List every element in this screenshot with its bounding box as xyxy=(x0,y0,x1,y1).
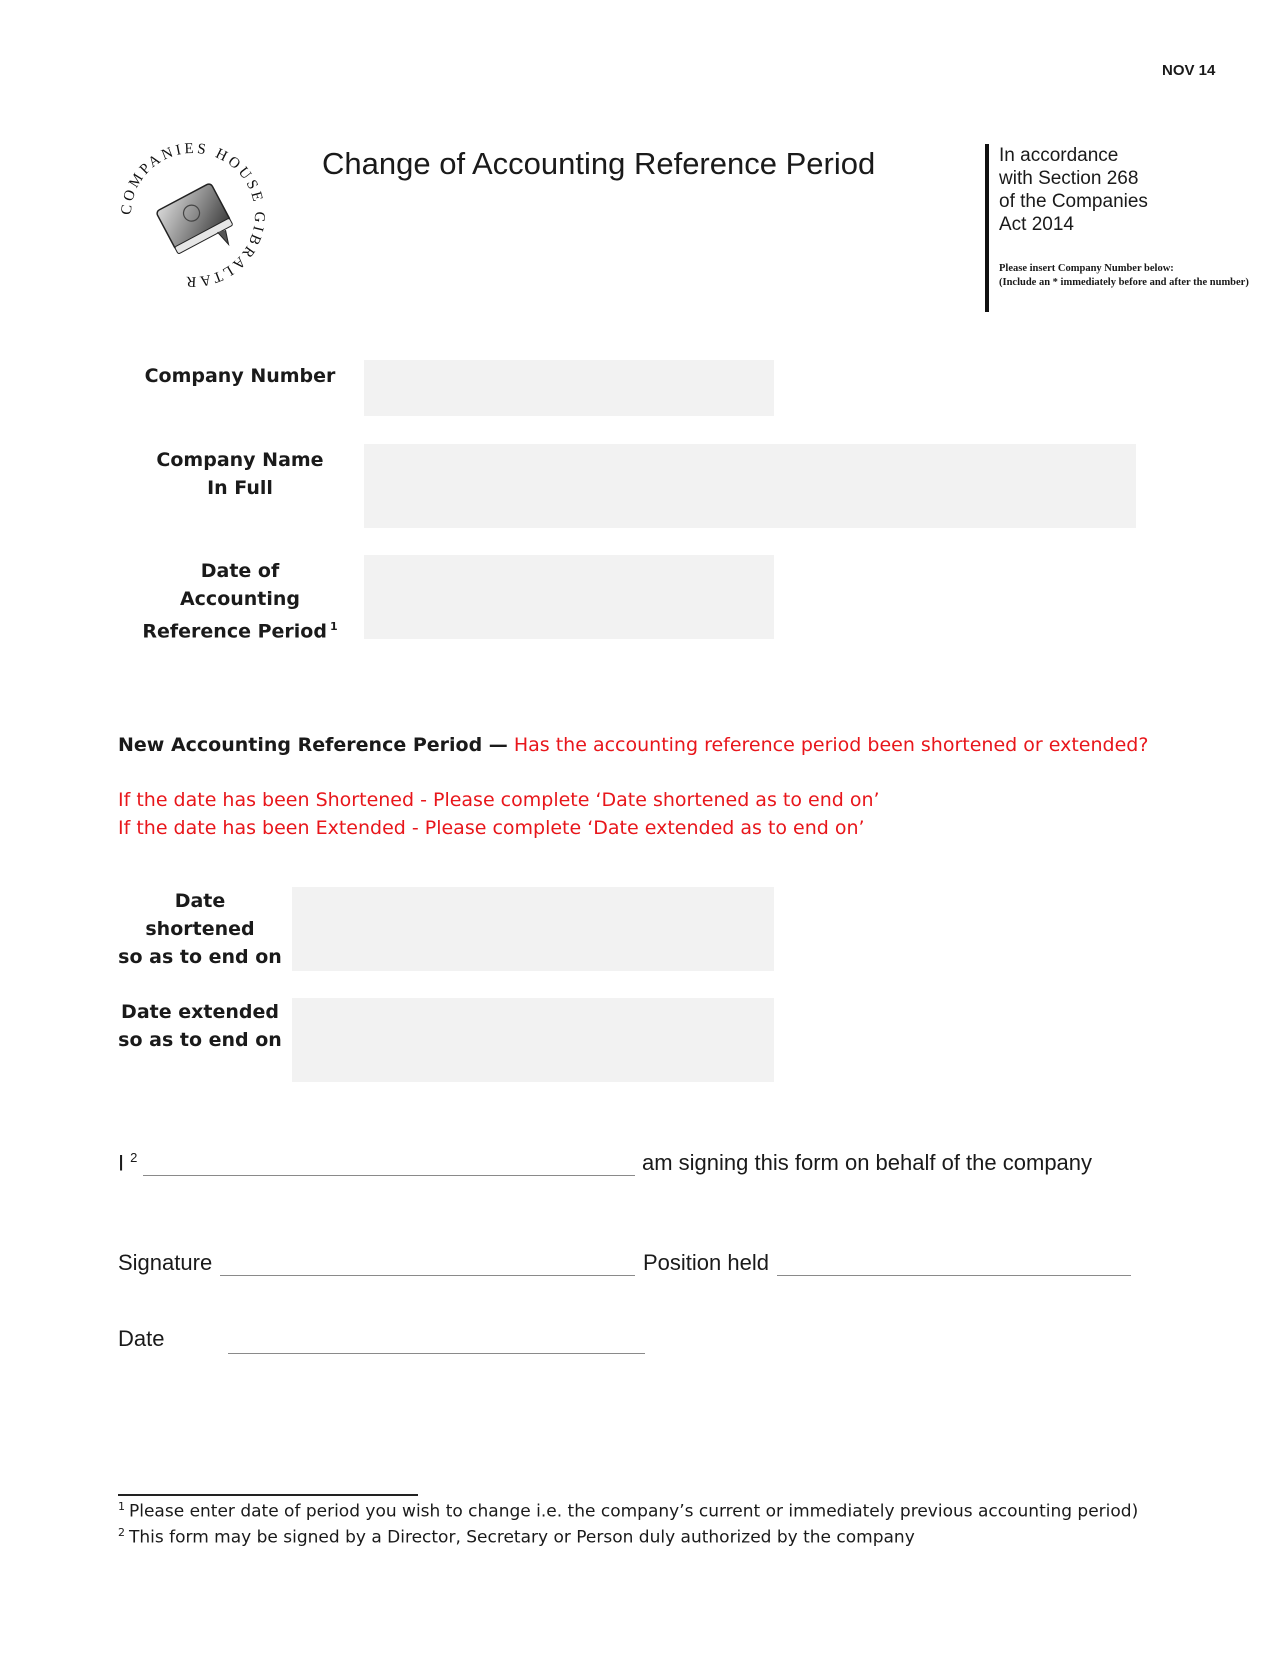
date-extended-label: Date extended so as to end on xyxy=(118,1001,282,1051)
svg-text:COMPANIES HOUSE GIBRALTAR: COMPANIES HOUSE GIBRALTAR xyxy=(118,140,268,290)
signer-prefix: I $^2$ xyxy=(118,1150,138,1176)
footnote-1: $^1$ Please enter date of period you wish to change i.e. the company’s current or immediately previous accounting period) xyxy=(118,1500,1139,1522)
company-number-note: Please insert Company Number below: (Include an * immediately before and after the number) xyxy=(999,263,1249,288)
arp-date-field[interactable] xyxy=(364,555,774,639)
companies-house-logo xyxy=(118,140,268,290)
date-line[interactable] xyxy=(228,1353,645,1354)
position-held-label: Position held xyxy=(643,1250,769,1275)
accordance-statement: In accordance with Section 268 of the Companies Act 2014 xyxy=(999,145,1148,235)
accordance-divider xyxy=(985,144,989,312)
position-held-line[interactable] xyxy=(777,1275,1131,1276)
instruction-shortened: If the date has been Shortened - Please complete ‘Date shortened as to end on’ xyxy=(118,789,880,811)
company-name-field[interactable] xyxy=(364,444,1136,528)
arp-date-label: Date of Accounting Reference Period $^1$ xyxy=(142,560,338,643)
company-number-field[interactable] xyxy=(364,360,774,416)
instruction-extended: If the date has been Extended - Please complete ‘Date extended as to end on’ xyxy=(118,817,865,839)
date-label: Date xyxy=(118,1326,165,1351)
footnote-divider xyxy=(118,1494,418,1496)
signature-line[interactable] xyxy=(220,1275,635,1276)
form-code: NOV 14 xyxy=(1162,62,1216,79)
new-period-heading: New Accounting Reference Period — Has the accounting reference period been shortened or extended? xyxy=(118,734,1149,756)
signer-name-line[interactable] xyxy=(143,1175,635,1176)
footnote-2: $^2$ This form may be signed by a Director, Secretary or Person duly authorized by the company xyxy=(118,1526,915,1548)
company-name-label: Company Name In Full xyxy=(156,449,324,499)
signature-label: Signature xyxy=(118,1250,213,1275)
date-shortened-label: Date shortened so as to end on xyxy=(118,890,282,968)
date-shortened-field[interactable] xyxy=(292,887,774,971)
signing-behalf-text: am signing this form on behalf of the company xyxy=(642,1150,1093,1175)
form-title: Change of Accounting Reference Period xyxy=(322,146,876,181)
company-number-label: Company Number xyxy=(144,365,336,387)
date-extended-field[interactable] xyxy=(292,998,774,1082)
